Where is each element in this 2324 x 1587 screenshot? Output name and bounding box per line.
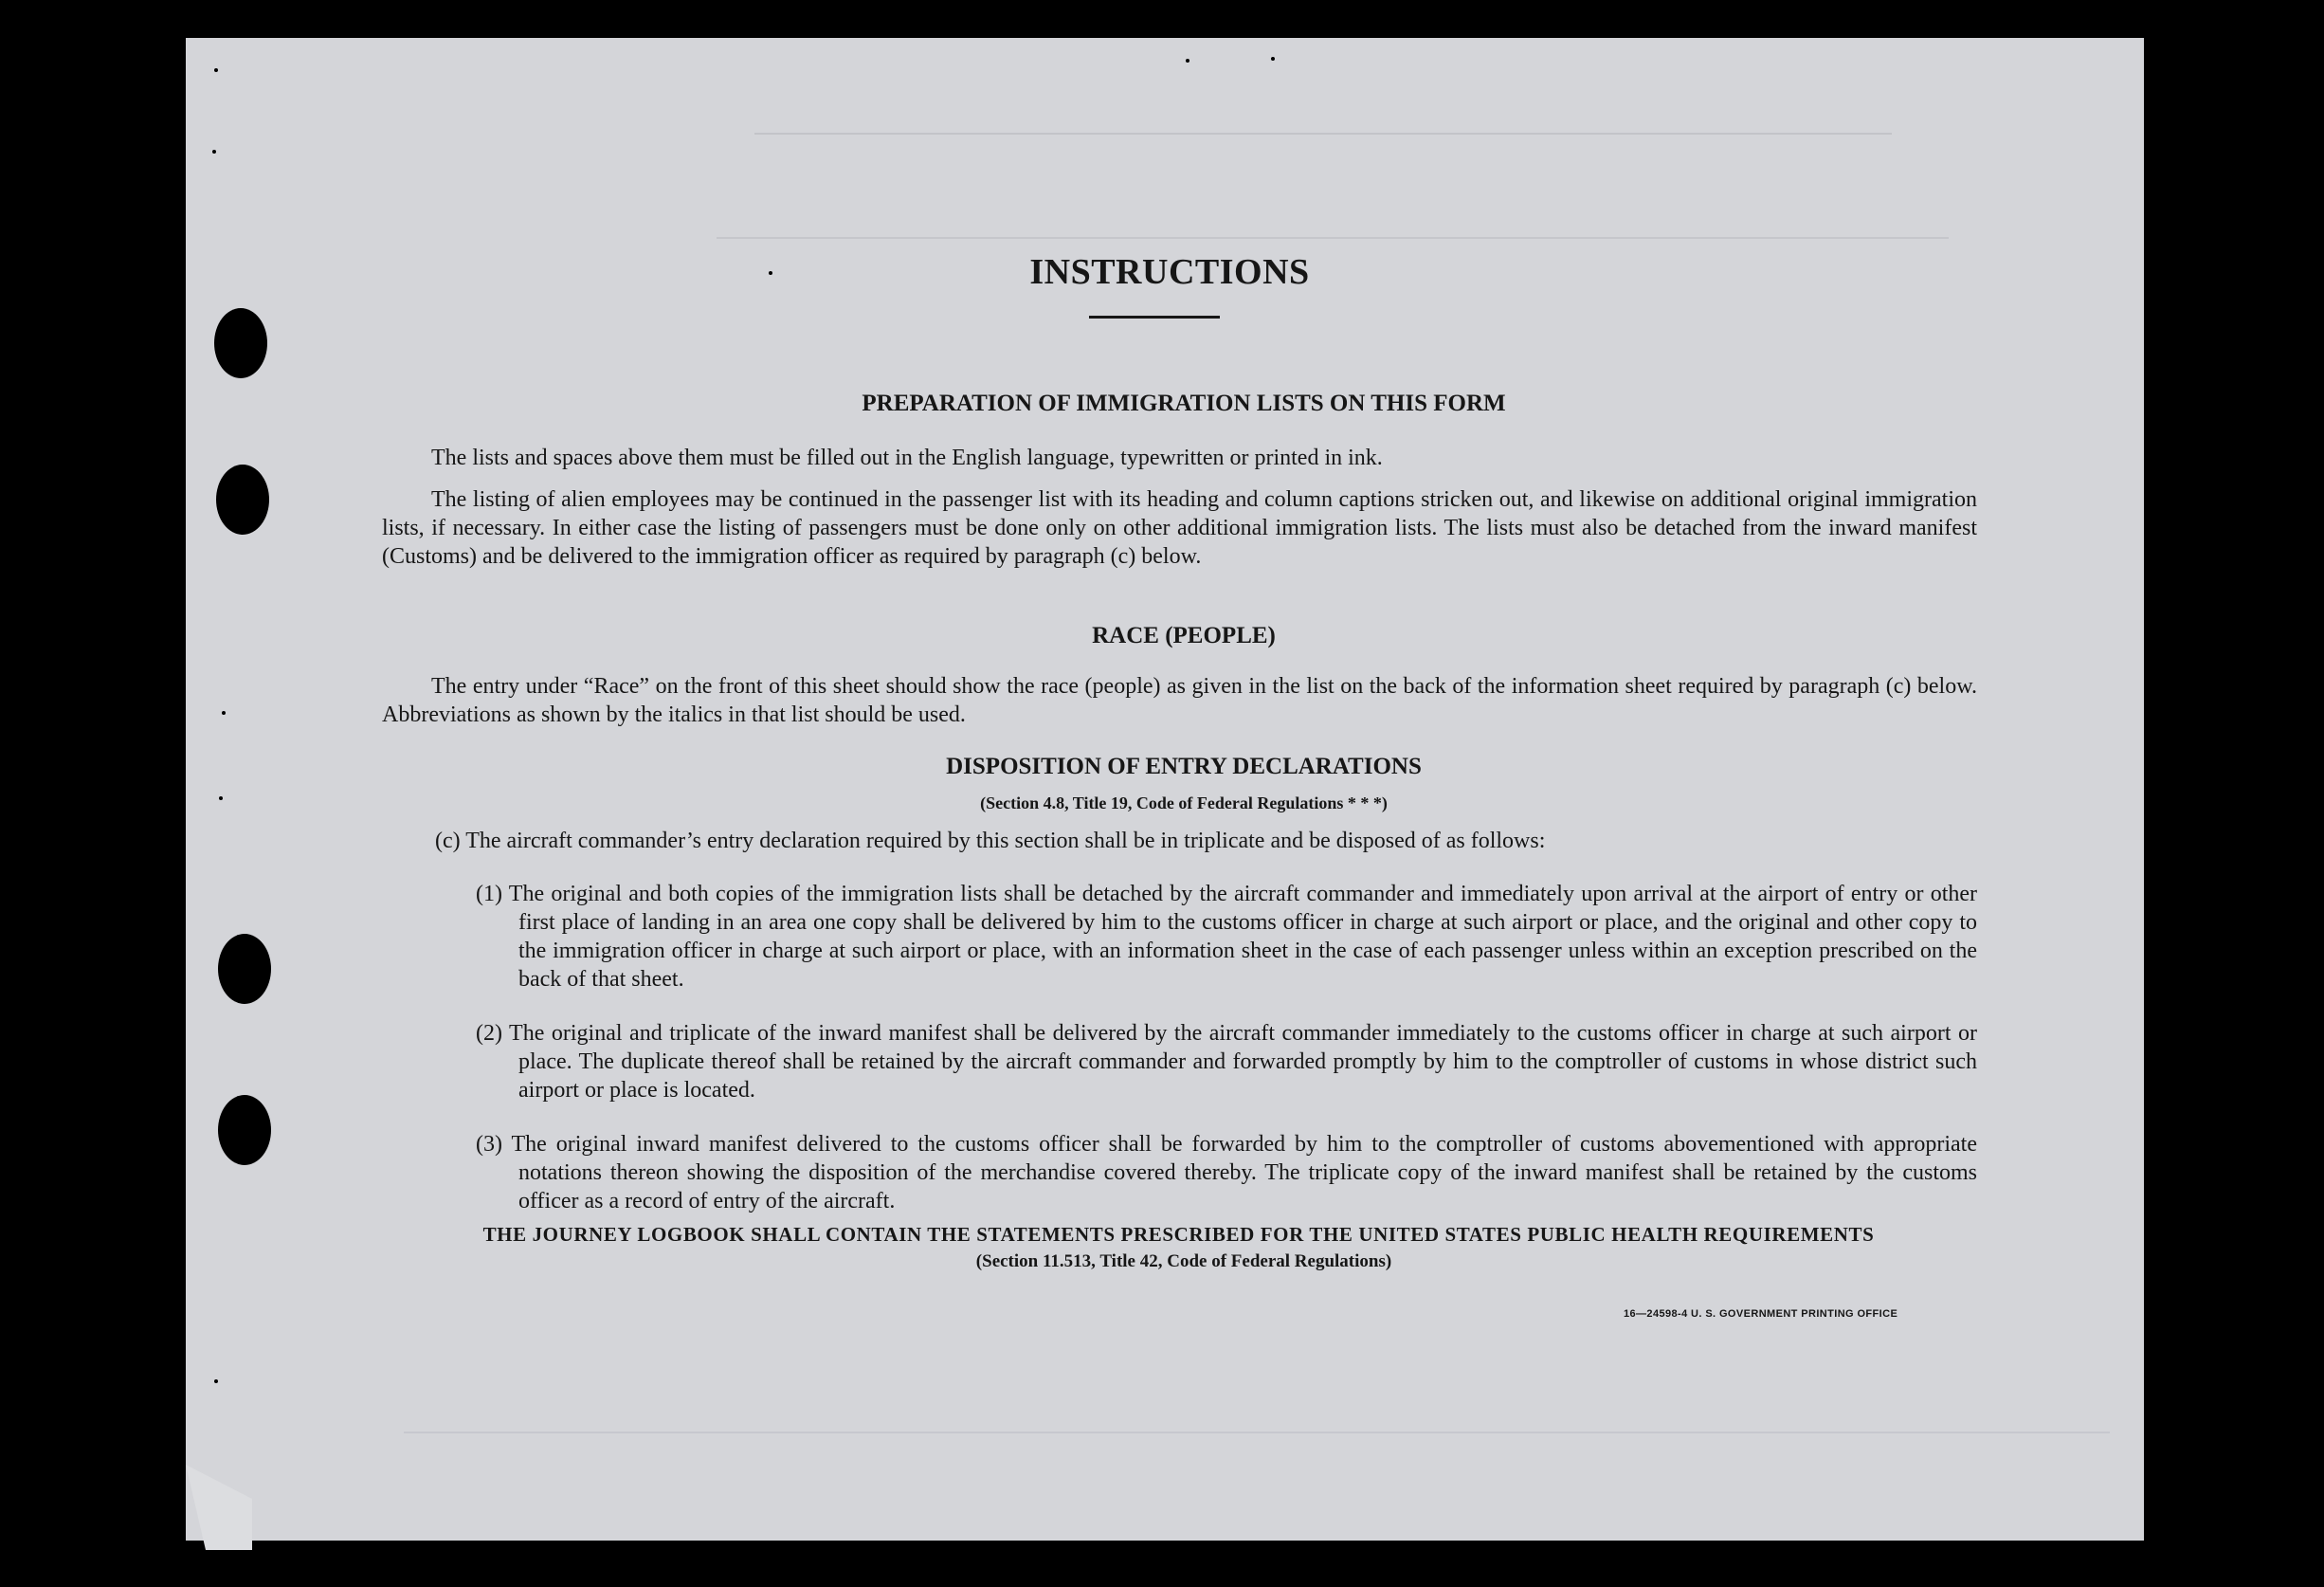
punch-hole (214, 308, 267, 378)
scan-speck (214, 1379, 218, 1383)
document-page (186, 38, 2144, 1541)
punch-hole (216, 465, 269, 535)
paragraph-race: The entry under “Race” on the front of this sheet should show the race (people) as given in the list on the back of the information sheet required by paragraph (c) below. Abbreviations as shown by the italics in that list should be used. (382, 674, 1977, 727)
scan-speck (222, 711, 226, 715)
scan-speck (1271, 57, 1275, 61)
logbook-citation: (Section 11.513, Title 42, Code of Federal Regulations) (975, 1251, 1392, 1271)
paragraph-preparation-1: The lists and spaces above them must be filled out in the English language, typewritten or printed in ink. (431, 446, 1383, 470)
heading-disposition: DISPOSITION OF ENTRY DECLARATIONS (946, 754, 1422, 779)
title-underline (1089, 316, 1220, 319)
disposition-citation: (Section 4.8, Title 19, Code of Federal Regulations * * *) (980, 794, 1388, 812)
bleed-through (404, 1432, 2110, 1443)
scan-speck (1186, 59, 1189, 63)
list-item-3: (3) The original inward manifest delivered to the customs officer shall be forwarded by him to the comptroller of customs abovementioned with appropriate notations thereon showing the disposition of the merchandise covered thereby. The triplicate copy of the inward manifest shall be retained by the customs officer as a record of entry of the aircraft. (476, 1132, 1977, 1213)
paragraph-preparation-2: The listing of alien employees may be continued in the passenger list with its heading and column captions stricken out, and likewise on additional original immigration lists, if necessary. In either case the listing of passengers must be done only on other additional immigration lists. The lists must also be detached from the inward manifest (Customs) and be delivered to the immigration officer as required by paragraph (c) below. (382, 487, 1977, 569)
printer-mark: 16—24598-4 U. S. GOVERNMENT PRINTING OFFICE (1624, 1308, 1898, 1320)
bleed-through (717, 237, 1949, 248)
scan-speck (212, 150, 216, 154)
page-title: INSTRUCTIONS (1029, 252, 1310, 292)
page-curl (186, 1465, 252, 1550)
list-item-1: (1) The original and both copies of the immigration lists shall be detached by the aircraft commander and immediately upon arrival at the airport of entry or other first place of landing in an area one copy shall be delivered by him to the customs officer in charge at such airport or place, and the original and other copy to the immigration officer in charge at such airport or place, with an information sheet in the case of each passenger unless within an exception prescribed on the back of that sheet. (476, 882, 1977, 992)
heading-preparation: PREPARATION OF IMMIGRATION LISTS ON THIS FORM (862, 391, 1506, 416)
heading-race: RACE (PEOPLE) (1092, 623, 1276, 648)
punch-hole (218, 1095, 271, 1165)
bleed-through (754, 133, 1892, 144)
list-item-2: (2) The original and triplicate of the inward manifest shall be delivered by the aircraft commander immediately to the customs officer in charge at such airport or place. The duplicate thereof shall be retained by the aircraft commander and forwarded promptly by him to the comptroller of customs in whose district such airport or place is located. (476, 1021, 1977, 1103)
punch-hole (218, 934, 271, 1004)
scan-speck (214, 68, 218, 72)
logbook-statement: THE JOURNEY LOGBOOK SHALL CONTAIN THE STATEMENTS PRESCRIBED FOR THE UNITED STATES PUBLIC HEALTH REQUIREMENTS (482, 1223, 1875, 1246)
clause-c: (c) The aircraft commander’s entry declaration required by this section shall be in triplicate and be disposed of as follows: (435, 829, 1546, 853)
